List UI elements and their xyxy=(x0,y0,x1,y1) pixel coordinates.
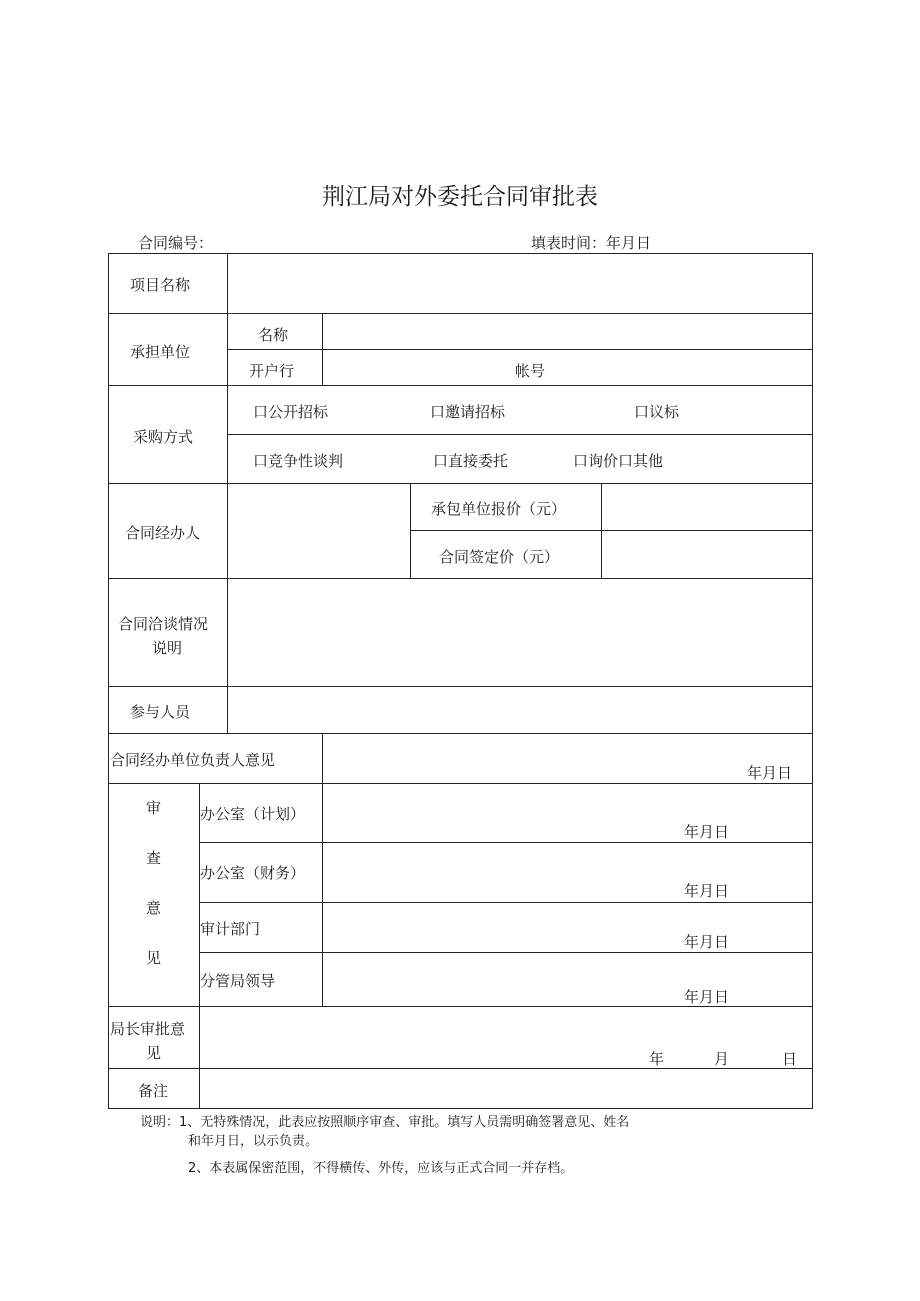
leader-date: 年月日 xyxy=(684,988,730,1006)
remarks-field[interactable] xyxy=(201,1070,811,1107)
contractor-label: 承担单位 xyxy=(130,343,191,361)
office-finance-field[interactable] xyxy=(324,844,811,901)
director-date-month: 月 xyxy=(714,1050,730,1068)
procurement-label: 采购方式 xyxy=(133,428,194,446)
contractor-name-field[interactable] xyxy=(324,315,811,348)
leader-field[interactable] xyxy=(324,954,811,1005)
project-name-label: 项目名称 xyxy=(130,276,191,294)
director-label-line1: 局长审批意 xyxy=(110,1020,186,1038)
project-name-field[interactable] xyxy=(229,255,811,312)
note-line-1: 说明：1、无特殊情况，此表应按照顺序审查、审批。填写人员需明确签署意见、姓名 xyxy=(140,1115,630,1130)
handler-field[interactable] xyxy=(229,485,409,577)
participants-field[interactable] xyxy=(229,688,811,732)
handler-label: 合同经办人 xyxy=(125,524,201,542)
director-label-line2: 见 xyxy=(146,1044,162,1062)
leader-label: 分管局领导 xyxy=(200,972,276,990)
audit-dept-field[interactable] xyxy=(324,904,811,951)
option-inquiry-other[interactable]: 口询价口其他 xyxy=(573,452,664,470)
audit-dept-label: 审计部门 xyxy=(200,920,261,938)
bank-field[interactable] xyxy=(324,351,504,384)
option-direct-commission[interactable]: 口直接委托 xyxy=(433,452,509,470)
review-label-1: 审 xyxy=(146,799,162,817)
dept-opinion-label: 合同经办单位负责人意见 xyxy=(110,751,276,769)
option-open-tender[interactable]: 口公开招标 xyxy=(253,403,329,421)
office-finance-label: 办公室（财务） xyxy=(200,864,306,882)
negotiation-label-line1: 合同洽谈情况 xyxy=(118,615,209,633)
option-invited-tender[interactable]: 口邀请招标 xyxy=(430,403,506,421)
contractor-name-label: 名称 xyxy=(258,326,289,344)
director-date-day: 日 xyxy=(782,1050,798,1068)
signed-price-label: 合同签定价（元） xyxy=(439,548,560,566)
office-plan-field[interactable] xyxy=(324,785,811,841)
option-competitive-negotiation[interactable]: 口竞争性谈判 xyxy=(253,452,344,470)
negotiation-label-line2: 说明 xyxy=(152,639,183,657)
note-line-2: 和年月日，以示负责。 xyxy=(188,1134,319,1149)
option-negotiated-tender[interactable]: 口议标 xyxy=(634,403,680,421)
signed-price-field[interactable] xyxy=(603,532,811,577)
fill-time-label: 填表时间：年月日 xyxy=(531,234,652,252)
bid-price-label: 承包单位报价（元） xyxy=(431,500,567,518)
audit-dept-date: 年月日 xyxy=(684,933,730,951)
review-label-2: 查 xyxy=(146,849,162,867)
account-field[interactable] xyxy=(555,351,810,384)
bank-label: 开户行 xyxy=(249,362,295,380)
dept-opinion-field[interactable] xyxy=(324,735,811,782)
office-plan-label: 办公室（计划） xyxy=(200,805,306,823)
office-finance-date: 年月日 xyxy=(684,882,730,900)
contract-no-label: 合同编号： xyxy=(138,234,214,252)
remarks-label: 备注 xyxy=(138,1082,169,1100)
page-title: 荆江局对外委托合同审批表 xyxy=(322,184,598,210)
note-line-3: 2、本表属保密范围，不得横传、外传，应该与正式合同一并存档。 xyxy=(188,1161,574,1176)
dept-opinion-date: 年月日 xyxy=(747,764,793,782)
office-plan-date: 年月日 xyxy=(684,823,730,841)
participants-label: 参与人员 xyxy=(130,703,191,721)
review-label-3: 意 xyxy=(146,899,162,917)
review-label-4: 见 xyxy=(146,949,162,967)
account-label: 帐号 xyxy=(515,362,546,380)
negotiation-field[interactable] xyxy=(229,580,811,685)
director-date-year: 年 xyxy=(649,1050,665,1068)
bid-price-field[interactable] xyxy=(603,485,811,529)
